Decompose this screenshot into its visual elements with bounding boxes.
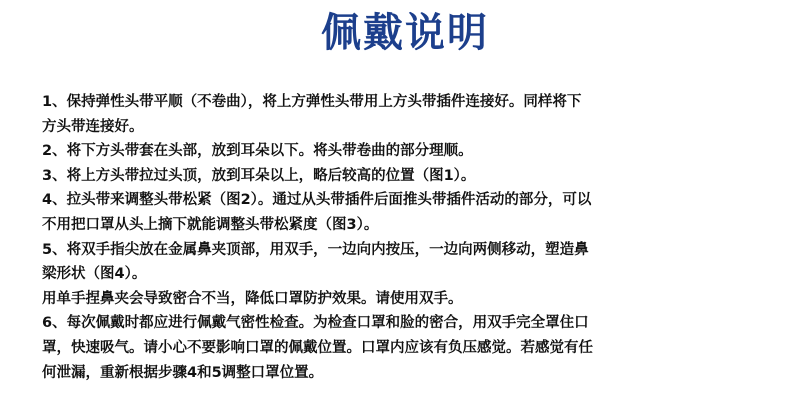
- instruction-line: 6、每次佩戴时都应进行佩戴气密性检查。为检查口罩和脸的密合，用双手完全罩住口: [42, 315, 589, 332]
- instruction-line: 用单手捏鼻夹会导致密合不当，降低口罩防护效果。请使用双手。: [42, 290, 463, 307]
- instruction-line: 4、拉头带来调整头带松紧（图2）。通过从头带插件后面推头带插件活动的部分，可以: [42, 192, 592, 209]
- instruction-line: 梁形状（图4）。: [42, 266, 147, 283]
- instruction-line: 3、将上方头带拉过头顶，放到耳朵以上，略后较高的位置（图1）。: [42, 167, 476, 184]
- instruction-line: 2、将下方头带套在头部，放到耳朵以下。将头带卷曲的部分理顺。: [42, 143, 473, 160]
- instruction-line: 不用把口罩从头上摘下就能调整头带松紧度（图3）。: [42, 216, 379, 233]
- page-title: 佩戴说明: [321, 10, 489, 56]
- instructions-body: [42, 90, 762, 385]
- instruction-line: 5、将双手指尖放在金属鼻夹顶部，用双手，一边向内按压，一边向两侧移动，塑造鼻: [42, 241, 589, 258]
- instruction-line: 方头带连接好。: [42, 118, 144, 135]
- instruction-line: 罩，快速吸气。请小心不要影响口罩的佩戴位置。口罩内应该有负压感觉。若感觉有任: [42, 339, 593, 356]
- instruction-line: 何泄漏，重新根据步骤4和5调整口罩位置。: [42, 364, 324, 381]
- instruction-line: 1、保持弹性头带平顺（不卷曲），将上方弹性头带用上方头带插件连接好。同样将下: [42, 94, 582, 110]
